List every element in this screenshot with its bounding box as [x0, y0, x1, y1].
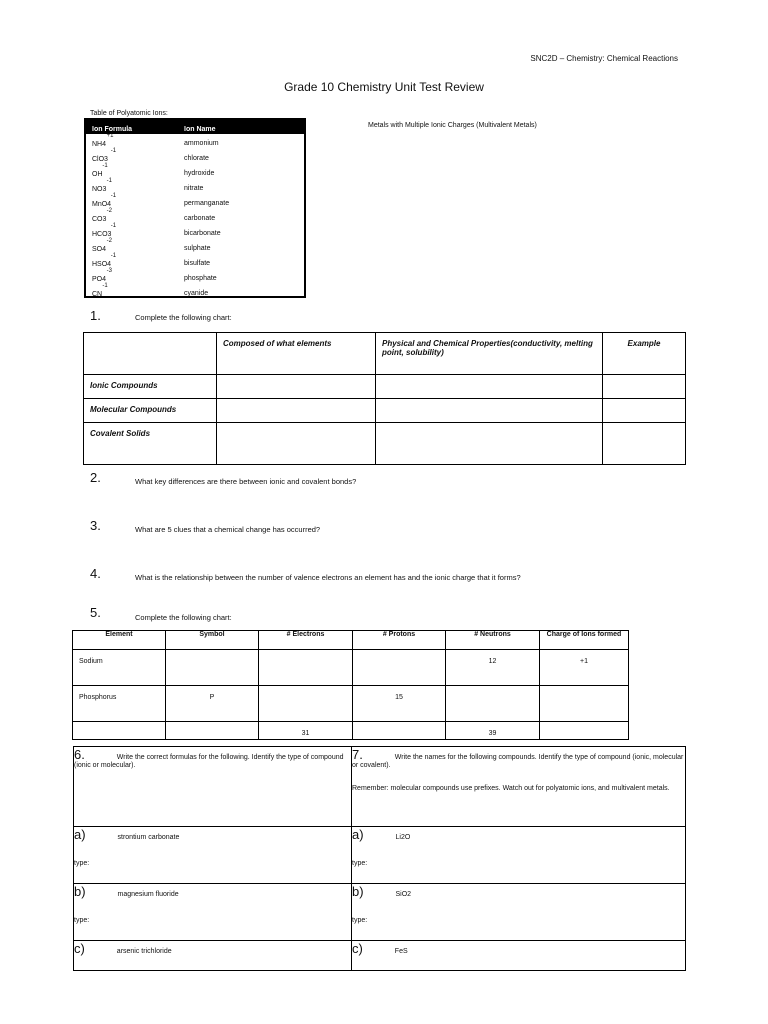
q6-type-label: type:	[74, 860, 90, 867]
q5-cell: 31	[259, 722, 353, 740]
ion-row	[86, 179, 304, 194]
q5-header: Element	[73, 631, 166, 650]
ion-charge: +1	[106, 133, 114, 139]
ion-name: bisulfate	[184, 260, 211, 267]
polyatomic-ion-table	[84, 118, 306, 298]
q1-cell[interactable]	[376, 375, 603, 399]
ion-formula: CO3	[92, 216, 107, 223]
q5-header: Symbol	[166, 631, 259, 650]
q5-element: Sodium	[73, 650, 166, 686]
q5-cell[interactable]	[166, 650, 259, 686]
q5-cell[interactable]	[259, 650, 353, 686]
q5-number: 5.	[90, 605, 101, 620]
q6-item-b[interactable]	[74, 884, 352, 941]
q1-cell[interactable]	[376, 423, 603, 465]
q6-q7-table	[73, 746, 686, 971]
q1-row-covalent: Covalent Solids	[84, 423, 217, 465]
q5-header: # Neutrons	[446, 631, 540, 650]
ion-formula: MnO4	[92, 201, 112, 208]
q3-text: What are 5 clues that a chemical change has occurred?	[135, 525, 321, 534]
ion-charge: -2	[106, 238, 112, 244]
ion-name: permanganate	[184, 200, 230, 207]
q1-chart	[83, 332, 686, 465]
ion-name: ammonium	[184, 140, 219, 147]
ion-name: carbonate	[184, 215, 216, 222]
q7-letter: b)	[352, 884, 364, 899]
q6-item-text: strontium carbonate	[117, 834, 180, 841]
q5-cell[interactable]	[446, 686, 540, 722]
q1-cell[interactable]	[217, 423, 376, 465]
q5-cell[interactable]	[166, 722, 259, 740]
ion-name: hydroxide	[184, 170, 215, 177]
q6-type-label: type:	[74, 917, 90, 924]
q6-item-text: magnesium fluoride	[117, 891, 179, 898]
q1-cell[interactable]	[217, 375, 376, 399]
q1-header-example: Example	[603, 333, 686, 375]
q7-letter: c)	[352, 941, 363, 956]
q6-item-a[interactable]	[74, 827, 352, 884]
ion-name-header: Ion Name	[184, 126, 216, 133]
ion-row	[86, 164, 304, 179]
ion-row	[86, 269, 304, 284]
q4-number: 4.	[90, 566, 101, 581]
ion-formula: SO4	[92, 246, 107, 253]
ion-formula: HCO3	[92, 231, 112, 238]
q2-number: 2.	[90, 470, 101, 485]
q7-prompt	[352, 747, 686, 827]
q7-item-c[interactable]	[352, 941, 686, 971]
ion-charge: -1	[110, 253, 117, 259]
q7-item-a[interactable]	[352, 827, 686, 884]
metals-caption: Metals with Multiple Ionic Charges (Multivalent Metals)	[368, 122, 537, 129]
q6-letter: b)	[74, 884, 86, 899]
ion-table-header	[86, 120, 304, 134]
q6-letter: a)	[74, 827, 86, 842]
ion-name: chlorate	[184, 155, 209, 162]
ion-charge: -1	[110, 148, 117, 154]
q5-cell[interactable]	[259, 686, 353, 722]
q5-header: # Electrons	[259, 631, 353, 650]
q1-text: Complete the following chart:	[135, 313, 232, 322]
ion-formula: HSO4	[92, 261, 112, 268]
q6-item-c[interactable]	[74, 941, 352, 971]
q1-cell[interactable]	[376, 399, 603, 423]
q1-cell[interactable]	[603, 423, 686, 465]
ion-formula: ClO3	[92, 156, 108, 163]
q7-item-text: FeS	[394, 948, 408, 955]
ion-charge: -1	[110, 193, 117, 199]
q2-text: What key differences are there between ionic and covalent bonds?	[135, 477, 357, 486]
q5-cell: +1	[540, 650, 629, 686]
ion-row	[86, 149, 304, 164]
q5-cell[interactable]	[353, 722, 446, 740]
q6-number: 6.	[74, 747, 85, 762]
ion-row	[86, 224, 304, 239]
q5-header: Charge of Ions formed	[540, 631, 629, 650]
q1-number: 1.	[90, 308, 101, 323]
ion-name: phosphate	[184, 275, 217, 282]
ion-formula: OH	[92, 171, 103, 178]
q1-header-elements: Composed of what elements	[217, 333, 376, 375]
ion-name: cyanide	[184, 290, 209, 297]
q7-item-text: Li2O	[395, 834, 411, 841]
q6-item-text: arsenic trichloride	[116, 948, 172, 955]
q5-header: # Protons	[353, 631, 446, 650]
q7-note: Remember: molecular compounds use prefixes. Watch out for polyatomic ions, and multivalent metals.	[352, 785, 670, 792]
q7-item-text: SiO2	[395, 891, 412, 898]
q1-row-molecular: Molecular Compounds	[84, 399, 217, 423]
ion-formula-header: Ion Formula	[92, 126, 133, 133]
q7-type-label: type:	[352, 917, 368, 924]
q4-text: What is the relationship between the number of valence electrons an element has and the ionic charge that it forms?	[135, 573, 521, 582]
q5-element[interactable]	[73, 722, 166, 740]
ion-formula: NH4	[92, 141, 107, 148]
ion-row	[86, 239, 304, 254]
q1-header-properties: Physical and Chemical Properties(conductivity, melting point, solubility)	[376, 333, 603, 375]
page-title: Grade 10 Chemistry Unit Test Review	[284, 80, 484, 94]
q1-cell[interactable]	[603, 375, 686, 399]
q6-prompt	[74, 747, 352, 827]
q5-chart	[72, 630, 629, 740]
ion-charge: -3	[106, 268, 112, 274]
q5-cell: P	[166, 686, 259, 722]
ion-formula: NO3	[92, 186, 107, 193]
q1-cell[interactable]	[217, 399, 376, 423]
q5-cell[interactable]	[540, 722, 629, 740]
q7-type-label: type:	[352, 860, 368, 867]
q6-letter: c)	[74, 941, 85, 956]
ion-table-caption: Table of Polyatomic Ions:	[90, 110, 168, 117]
ion-row	[86, 209, 304, 224]
ion-name: sulphate	[184, 245, 211, 252]
ion-row	[86, 284, 304, 299]
ion-row	[86, 194, 304, 209]
ion-charge: -2	[106, 208, 112, 214]
q5-cell[interactable]	[540, 686, 629, 722]
q7-letter: a)	[352, 827, 364, 842]
ion-charge: -1	[102, 283, 108, 289]
ion-formula: CN	[92, 291, 103, 298]
q3-number: 3.	[90, 518, 101, 533]
q7-item-b[interactable]	[352, 884, 686, 941]
q5-cell: 39	[446, 722, 540, 740]
q5-cell: 12	[446, 650, 540, 686]
course-header: SNC2D – Chemistry: Chemical Reactions	[530, 54, 678, 63]
q5-element: Phosphorus	[73, 686, 166, 722]
q6-text: Write the correct formulas for the following. Identify the type of compound (ionic or molecular).	[74, 754, 344, 769]
q7-number: 7.	[352, 747, 363, 762]
q1-cell[interactable]	[603, 399, 686, 423]
q1-header-blank	[84, 333, 217, 375]
ion-charge: -1	[106, 178, 112, 184]
ion-charge: -1	[102, 163, 108, 169]
q5-cell[interactable]	[353, 650, 446, 686]
ion-name: bicarbonate	[184, 230, 221, 237]
ion-row	[86, 134, 304, 149]
ion-row	[86, 254, 304, 269]
ion-charge: -1	[110, 223, 117, 229]
q1-row-ionic: Ionic Compounds	[84, 375, 217, 399]
ion-formula: PO4	[92, 276, 107, 283]
q5-cell: 15	[353, 686, 446, 722]
q7-text: Write the names for the following compounds. Identify the type of compound (ionic, molecular or covalent).	[352, 754, 684, 769]
ion-name: nitrate	[184, 185, 204, 192]
q5-text: Complete the following chart:	[135, 613, 232, 622]
